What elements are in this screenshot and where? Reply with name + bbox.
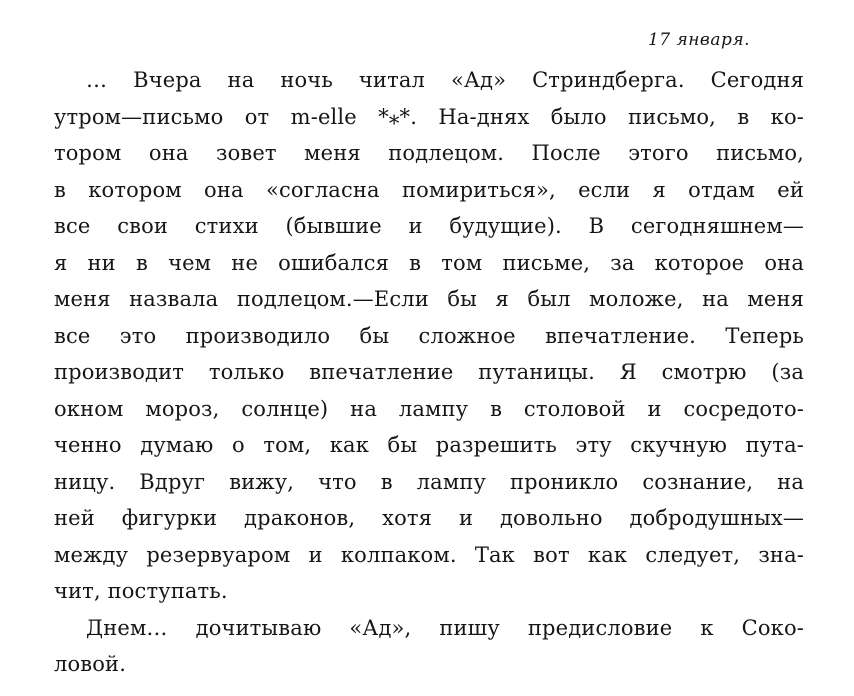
text-line: окном мороз, солнце) на лампу в столовой и сосредото- [54,396,804,421]
text-line: меня назвала подлецом.—Если бы я был моложе, на меня [54,287,804,311]
paragraph [54,610,804,683]
text-line: в котором она «согласна помириться», если я отдам ей [54,177,804,202]
text-line: ницу. Вдруг вижу, что в лампу проникло сознание, на [54,469,804,494]
text-line: между резервуаром и колпаком. Так вот как следует, зна- [54,542,804,567]
text-line: утром—письмо от m-elle *⁎*. На-днях было письмо, в ко- [54,104,804,129]
text-line: все это производило бы сложное впечатление. Теперь [54,323,804,348]
text-line: чит, поступать. [54,579,228,603]
entry-date: 17 января. [647,30,750,50]
text-line: ловой. [54,652,127,676]
text-line: ней фигурки драконов, хотя и довольно добродушных— [54,506,804,530]
text-line: тором она зовет меня подлецом. После этого письмо, [54,141,804,165]
text-line: ченно думаю о том, как бы разрешить эту скучную пута- [54,433,804,457]
text-line: все свои стихи (бывшие и будущие). В сегодняшнем— [54,214,804,238]
text-line: я ни в чем не ошибался в том письме, за которое она [54,250,804,275]
text-line: производит только впечатление путаницы. Я смотрю (за [54,360,804,384]
text-line: … Вчера на ночь читал «Ад» Стриндберга. Сегодня [86,68,804,92]
diary-entry-text [54,62,804,683]
paragraph [54,62,804,610]
text-line: Днем… дочитываю «Ад», пишу предисловие к Соко- [86,615,804,640]
